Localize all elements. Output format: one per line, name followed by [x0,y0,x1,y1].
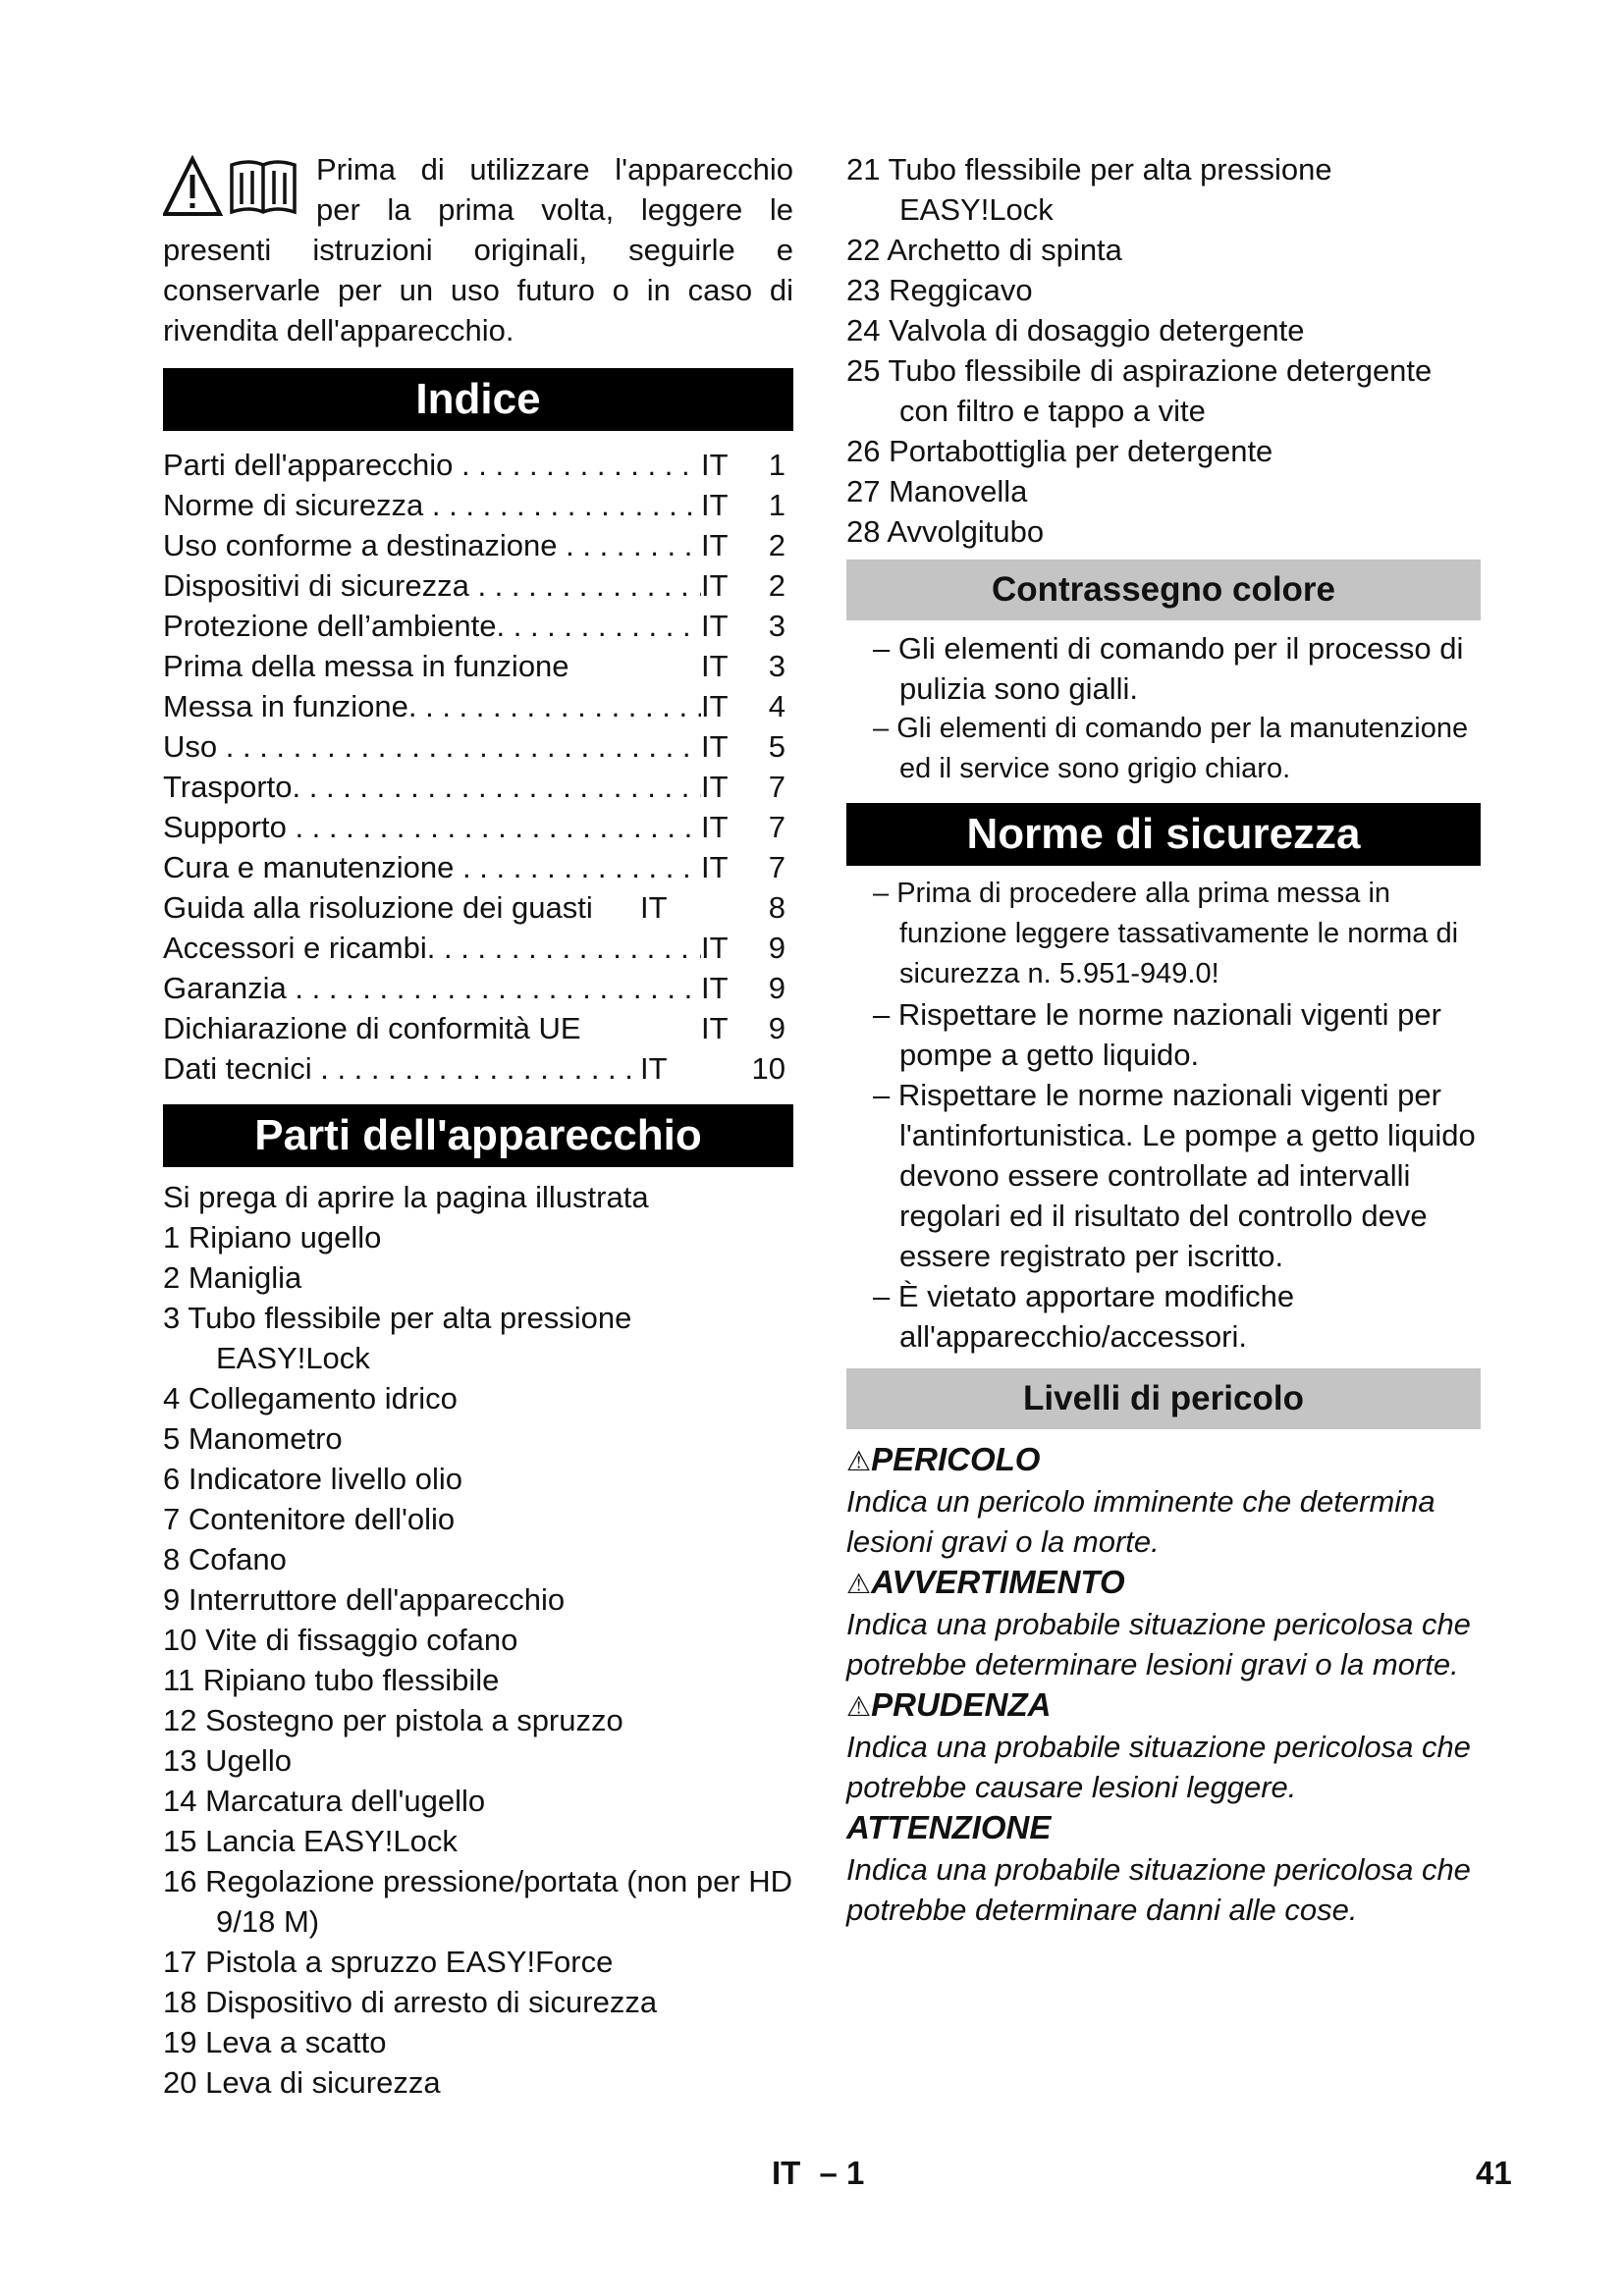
hazard-label-text: PRUDENZA [871,1686,1052,1723]
bullet-dash: – [873,1078,898,1112]
part-item: 23 Reggicavo [846,273,1033,307]
part-item: 18 Dispositivo di arresto di sicurezza [163,1985,658,2019]
toc-entry[interactable] [163,807,785,847]
toc-entry-page: 7 [768,770,785,804]
toc-entry-lang: IT [640,890,668,925]
bullet-dash: – [873,997,898,1032]
table-of-contents [163,445,793,1089]
color-coding-text: Gli elementi di comando per il processo di pulizia sono gialli. [897,631,1464,706]
toc-entry-page: 1 [768,448,785,482]
parts-intro: Si prega di aprire la pagina illustrata [163,1180,649,1214]
toc-entry[interactable] [163,686,785,726]
safety-item [846,1276,1481,1357]
part-item: 15 Lancia EASY!Lock [163,1824,458,1858]
toc-entry-title: Supporto . . . [163,807,701,847]
part-item: 20 Leva di sicurezza [163,2065,441,2100]
toc-entry-lang: IT [701,770,729,804]
toc-entry[interactable] [163,485,785,525]
toc-entry[interactable] [163,968,785,1008]
part-item: 22 Archetto di spinta [846,233,1122,267]
bullet-dash: – [873,713,897,744]
page-number: 41 [1476,2155,1512,2191]
toc-entry-title: Dispositivi di sicurezza . . . [163,565,701,606]
toc-entry[interactable] [163,1008,785,1048]
bullet-dash: – [873,1279,898,1313]
toc-entry-lang: IT [701,649,729,683]
toc-entry-page: 7 [768,810,785,844]
safety-text: Rispettare le norme nazionali vigenti per l'antinfortunistica. Le pompe a getto liquido devono essere controllate ad intervalli regolari ed il risultato del controllo deve essere registrato per iscritto. [897,1078,1476,1273]
hazard-description: Indica una probabile situazione pericolosa che potrebbe causare lesioni leggere. [846,1730,1471,1804]
toc-entry-lang: IT [701,488,729,522]
toc-entry-title: Messa in funzione. . . . [163,686,701,726]
safety-text: Prima di procedere alla prima messa in funzione leggere tassativamente le norma di sicurezza n. 5.951-949.0! [896,878,1459,989]
bullet-dash: – [873,878,897,909]
part-item: 17 Pistola a spruzzo EASY!Force [163,1945,614,1979]
toc-entry-page: 2 [768,528,785,562]
color-coding-list [846,628,1481,789]
part-item: 26 Portabottiglia per detergente [846,434,1273,468]
hazard-label [846,1439,1481,1481]
toc-entry-page: 4 [768,689,785,723]
hazard-levels-heading: Livelli di pericolo [846,1368,1481,1429]
intro-text: Prima di utilizzare l'apparecchio per la prima volta, leggere le presenti istruzioni originali, seguirle e conservarle per un uso futuro o in caso di rivendita dell'apparecchio. [163,152,793,347]
safety-text: È vietato apportare modifiche all'apparecchio/accessori. [897,1279,1295,1354]
right-column [846,149,1481,1930]
hazard-label [846,1684,1481,1727]
footer-section-code: IT [772,2155,801,2191]
parts-list-continued [846,149,1481,552]
part-item: 27 Manovella [846,474,1028,508]
part-item: 14 Marcatura dell'ugello [163,1784,486,1818]
color-coding-item [846,628,1481,709]
part-item: 5 Manometro [163,1421,343,1456]
part-item: 10 Vite di fissaggio cofano [163,1623,518,1657]
toc-leader [581,1008,701,1048]
part-item: 16 Regolazione pressione/portata (non per HD 9/18 M) [163,1864,793,1939]
safety-item [846,994,1481,1075]
toc-entry-page: 3 [768,649,785,683]
toc-entry-title: Guida alla risoluzione dei guasti [163,890,593,925]
toc-entry-page: 5 [768,729,785,764]
toc-entry[interactable] [163,565,785,606]
safety-item [846,874,1481,994]
hazard-label [846,1807,1481,1849]
toc-entry-title: Dati tecnici . . . [163,1048,640,1089]
part-item: 3 Tubo flessibile per alta pressione EASY!Lock [163,1301,632,1375]
toc-entry-title: Protezione dell’ambiente. . . . [163,606,701,646]
hazard-label-text: PERICOLO [871,1441,1041,1477]
part-item: 13 Ugello [163,1743,292,1778]
toc-entry[interactable] [163,887,785,928]
toc-entry-lang: IT [701,931,729,965]
toc-entry-title: Prima della messa in funzione [163,649,569,683]
part-item: 4 Collegamento idrico [163,1381,458,1415]
toc-entry-lang: IT [701,609,729,643]
toc-entry-title: Uso conforme a destinazione . . . [163,525,701,565]
toc-entry-title: Cura e manutenzione . . . [163,847,701,887]
hazard-description: Indica una probabile situazione pericolosa che potrebbe determinare danni alle cose. [846,1852,1471,1927]
color-coding-heading: Contrassegno colore [846,560,1481,620]
safety-heading: Norme di sicurezza [846,803,1481,866]
toc-entry-title: Dichiarazione di conformità UE [163,1011,581,1045]
toc-entry[interactable] [163,847,785,887]
part-item: 25 Tubo flessibile di aspirazione detergente con filtro e tappo a vite [846,353,1433,428]
footer-section [772,2155,864,2192]
toc-leader [593,887,640,928]
part-item: 28 Avvolgitubo [846,514,1045,549]
color-coding-text: Gli elementi di comando per la manutenzione ed il service sono grigio chiaro. [896,713,1469,784]
toc-entry-page: 7 [768,850,785,884]
hazard-description: Indica una probabile situazione pericolosa che potrebbe determinare lesioni gravi o la morte. [846,1607,1471,1682]
toc-entry-lang: IT [640,1051,668,1086]
part-item: 2 Maniglia [163,1260,302,1295]
toc-entry-page: 10 [751,1051,785,1086]
part-item: 1 Ripiano ugello [163,1220,382,1255]
intro-block [163,149,793,350]
toc-entry[interactable] [163,726,785,767]
toc-heading: Indice [163,368,793,431]
toc-leader [569,646,701,686]
part-item: 9 Interruttore dell'apparecchio [163,1582,566,1617]
safety-list [846,874,1481,1357]
toc-entry-lang: IT [701,971,729,1005]
toc-entry-lang: IT [701,528,729,562]
warning-manual-icons [163,155,310,220]
hazard-label [846,1562,1481,1604]
toc-entry[interactable] [163,445,785,485]
toc-entry[interactable] [163,525,785,565]
manual-book-icon [232,162,295,212]
footer-section-page: – 1 [819,2155,865,2191]
toc-entry-title: Parti dell'apparecchio . . . [163,445,701,485]
parts-list [163,1177,793,2103]
toc-entry-lang: IT [701,1011,729,1045]
toc-entry[interactable] [163,1048,785,1089]
parts-heading: Parti dell'apparecchio [163,1104,793,1167]
part-item: 8 Cofano [163,1542,287,1576]
toc-entry-lang: IT [701,448,729,482]
safety-item [846,1075,1481,1276]
part-item: 24 Valvola di dosaggio detergente [846,313,1305,347]
part-item: 21 Tubo flessibile per alta pressione EASY!Lock [846,152,1332,227]
toc-entry[interactable] [163,928,785,968]
part-item: 6 Indicatore livello olio [163,1462,463,1496]
bullet-dash: – [873,631,898,666]
hazard-levels-list [846,1439,1481,1930]
hazard-warning-icon: ⚠ [846,1569,872,1599]
toc-entry-title: Uso . . . [163,726,701,767]
toc-entry-lang: IT [701,568,729,603]
hazard-label-text: ATTENZIONE [846,1809,1052,1845]
toc-entry-page: 9 [768,931,785,965]
hazard-warning-icon: ⚠ [846,1446,872,1476]
part-item: 12 Sostegno per pistola a spruzzo [163,1703,623,1737]
warning-triangle-icon [165,159,220,214]
part-item: 19 Leva a scatto [163,2025,387,2059]
toc-entry-title: Garanzia . . . [163,968,701,1008]
toc-entry-page: 1 [768,488,785,522]
toc-entry-lang: IT [701,689,729,723]
toc-entry-page: 3 [768,609,785,643]
color-coding-item [846,709,1481,789]
toc-entry-page: 9 [768,1011,785,1045]
toc-entry-title: Norme di sicurezza . . . [163,485,701,525]
hazard-label-text: AVVERTIMENTO [871,1564,1125,1600]
toc-entry-lang: IT [701,810,729,844]
toc-entry-lang: IT [701,850,729,884]
toc-entry-page: 9 [768,971,785,1005]
left-column [163,149,793,2103]
toc-entry[interactable] [163,767,785,807]
toc-entry-page: 2 [768,568,785,603]
toc-entry-title: Accessori e ricambi. . . . [163,928,701,968]
safety-text: Rispettare le norme nazionali vigenti per pompe a getto liquido. [897,997,1441,1072]
toc-entry[interactable] [163,646,785,686]
part-item: 7 Contenitore dell'olio [163,1502,456,1536]
toc-entry-title: Trasporto. . . . [163,767,701,807]
hazard-description: Indica un pericolo imminente che determina lesioni gravi o la morte. [846,1484,1435,1559]
toc-entry[interactable] [163,606,785,646]
hazard-warning-icon: ⚠ [846,1691,872,1722]
toc-entry-lang: IT [701,729,729,764]
part-item: 11 Ripiano tubo flessibile [163,1663,500,1697]
toc-entry-page: 8 [768,890,785,925]
